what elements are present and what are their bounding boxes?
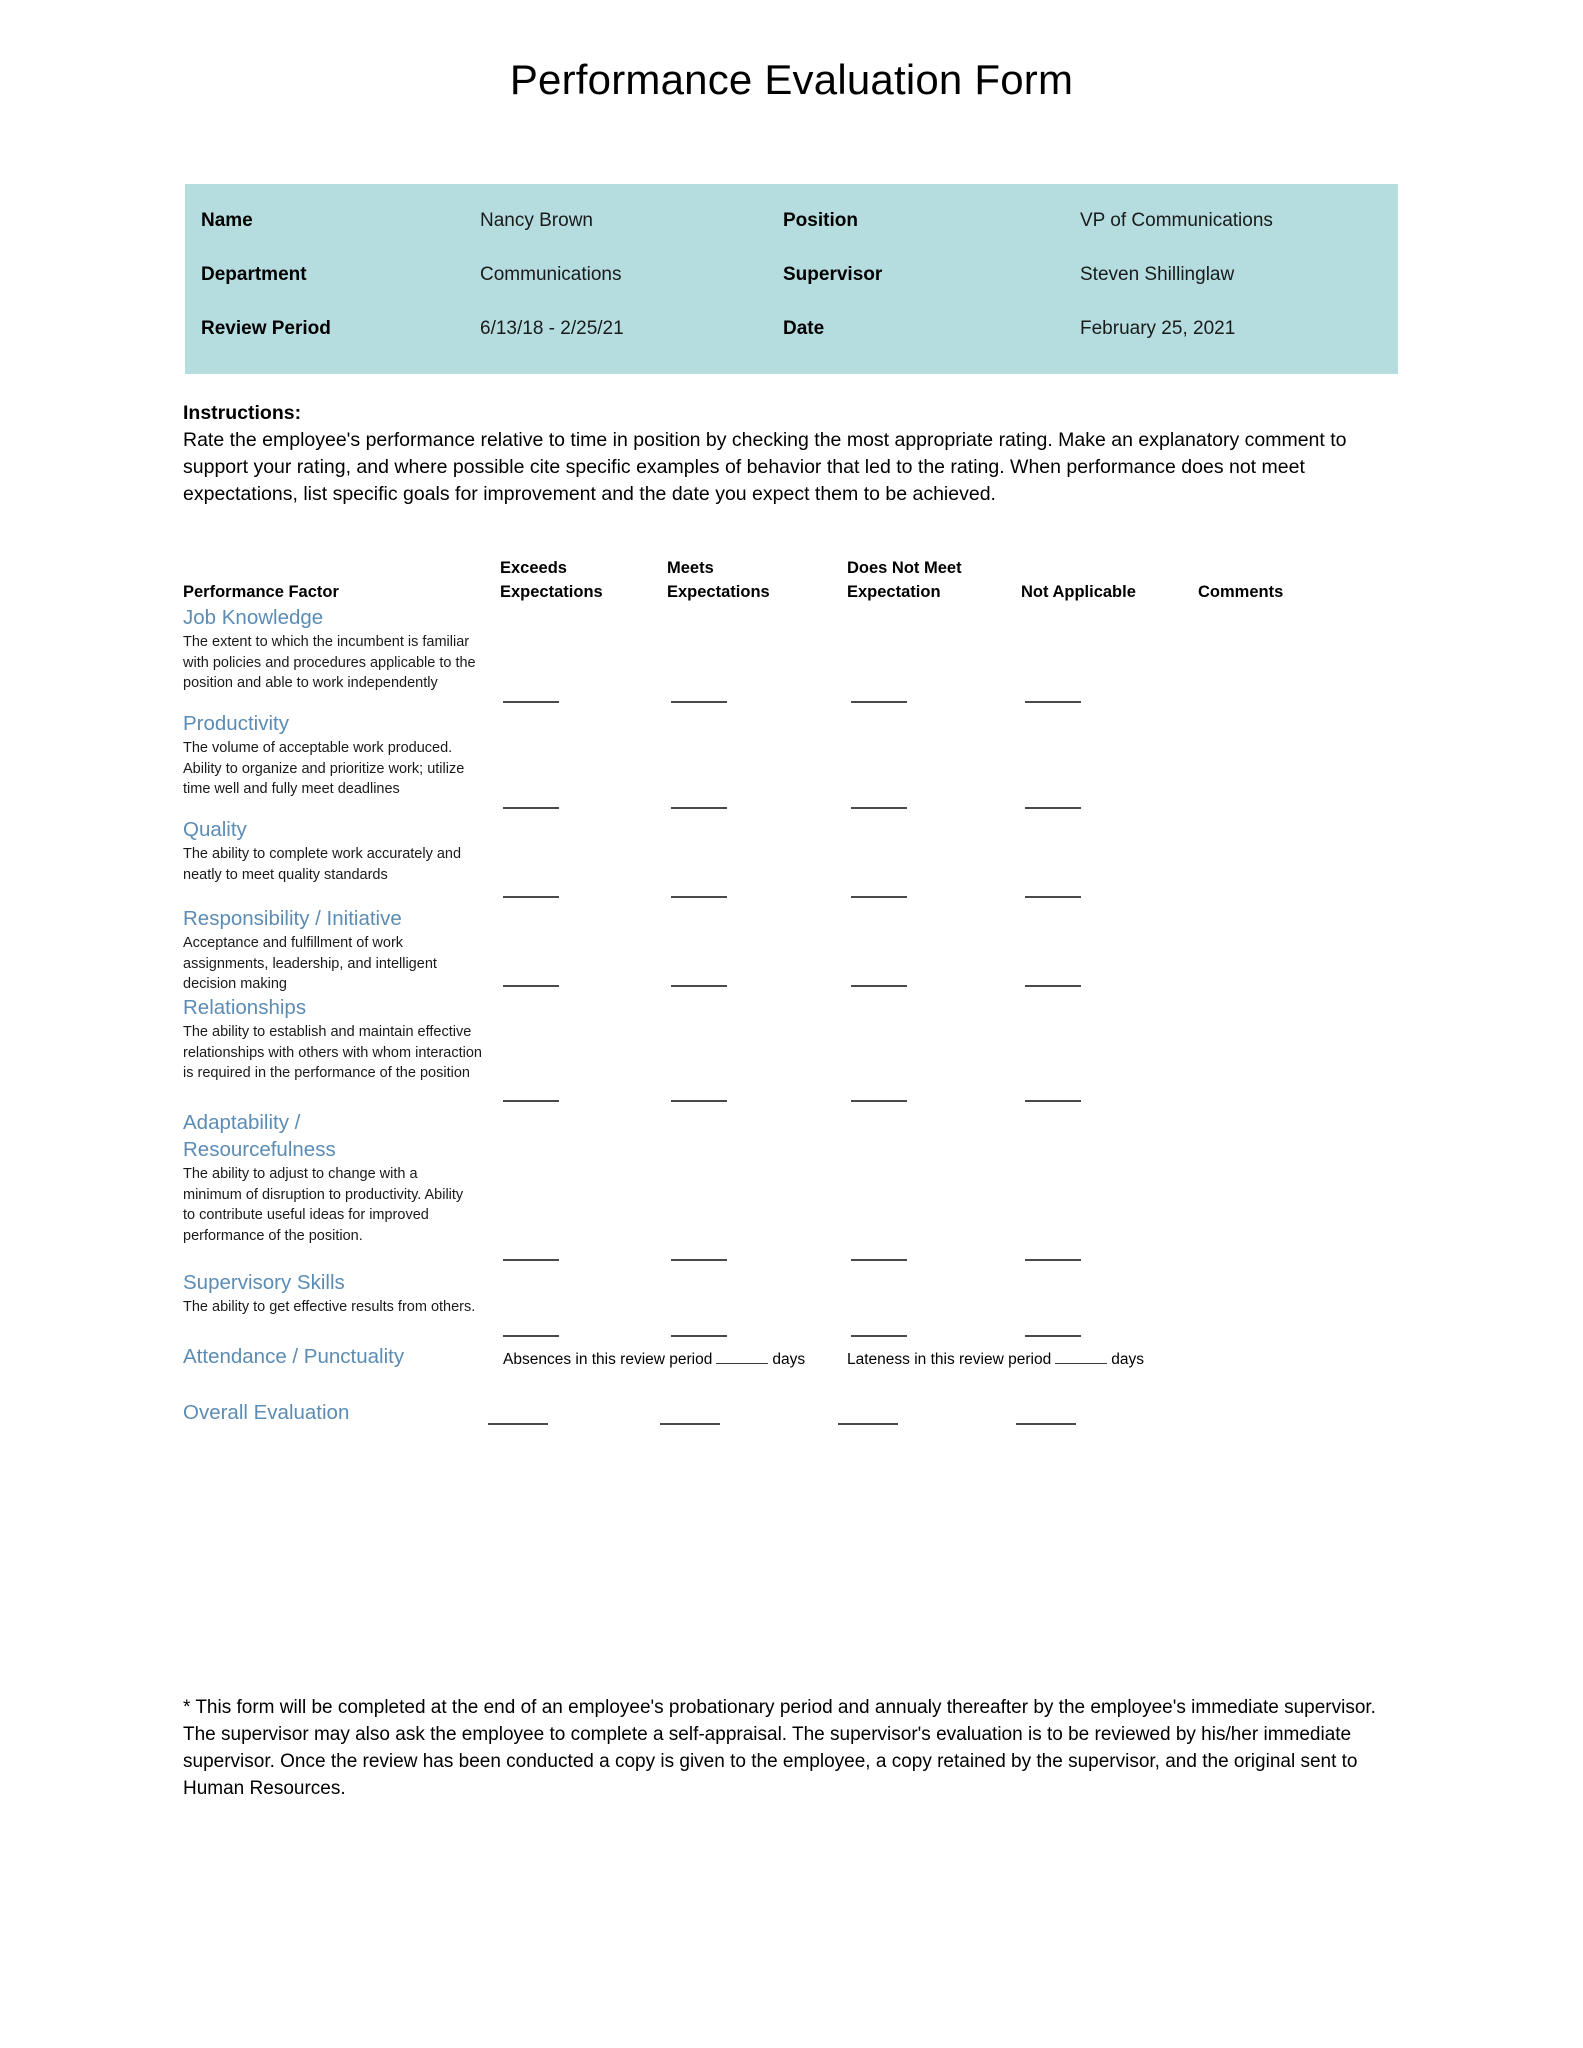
info-label-date: Date (783, 318, 825, 339)
rating-blank-does-not-meet[interactable] (851, 896, 907, 898)
table-row (183, 994, 1403, 1109)
attendance-absences-unit: days (772, 1351, 806, 1368)
column-header-performance-factor: Performance Factor (183, 583, 339, 601)
rating-blank-meets[interactable] (660, 1423, 720, 1425)
rating-blank-does-not-meet[interactable] (851, 1100, 907, 1102)
instructions-section (183, 400, 1398, 508)
info-value-position: VP of Communications (1080, 210, 1273, 231)
rating-blank-does-not-meet[interactable] (851, 807, 907, 809)
rating-blank-does-not-meet[interactable] (851, 701, 907, 703)
attendance-absences-field (503, 1349, 805, 1371)
rating-blank-exceeds[interactable] (503, 1335, 559, 1337)
factor-title: Productivity (183, 712, 289, 735)
factor-cell-responsibility-initiative (183, 905, 483, 995)
factor-title: Quality (183, 818, 247, 841)
factor-description: The ability to complete work accurately and neatly to meet quality standards (183, 846, 462, 883)
rating-blank-not-applicable[interactable] (1016, 1423, 1076, 1425)
factor-title: Supervisory Skills (183, 1271, 345, 1294)
info-value-name: Nancy Brown (480, 210, 593, 231)
table-row (183, 905, 1403, 994)
factor-title: Job Knowledge (183, 606, 324, 629)
info-value-supervisor: Steven Shillinglaw (1080, 264, 1235, 285)
rating-blank-not-applicable[interactable] (1025, 1259, 1081, 1261)
factor-description: The ability to establish and maintain effective relationships with others with whom interaction is required in the performance of the position (183, 1024, 482, 1081)
factor-title: Overall Evaluation (183, 1401, 350, 1424)
factor-title: Relationships (183, 996, 307, 1019)
ratings-table (183, 552, 1403, 1459)
info-row-review-period (185, 317, 1398, 371)
column-header-exceeds-line2: Expectations (500, 583, 603, 601)
column-header-not-applicable: Not Applicable (1021, 583, 1136, 601)
rating-blank-meets[interactable] (671, 1259, 727, 1261)
factor-cell-relationships (183, 994, 483, 1084)
factor-cell-overall-evaluation (183, 1399, 483, 1426)
attendance-lateness-unit: days (1111, 1351, 1144, 1368)
factor-description: The extent to which the incumbent is familiar with policies and procedures applicable to the position and able to work independently (183, 634, 476, 691)
info-label-name: Name (201, 210, 253, 231)
attendance-lateness-label: Lateness in this review period (847, 1351, 1052, 1368)
rating-blank-meets[interactable] (671, 1100, 727, 1102)
info-label-department: Department (201, 264, 307, 285)
column-header-does-not-meet-expectation (847, 556, 962, 604)
attendance-absences-input[interactable] (716, 1350, 768, 1364)
rating-blank-meets[interactable] (671, 985, 727, 987)
info-label-supervisor: Supervisor (783, 264, 883, 285)
table-row (183, 710, 1403, 816)
factor-cell-attendance-punctuality (183, 1343, 483, 1370)
column-header-exceeds-expectations (500, 556, 603, 604)
rating-blank-does-not-meet[interactable] (838, 1423, 898, 1425)
column-header-meets-expectations (667, 556, 770, 604)
factor-title: Attendance / Punctuality (183, 1345, 405, 1368)
attendance-lateness-field (847, 1349, 1144, 1371)
rating-blank-meets[interactable] (671, 807, 727, 809)
info-row-name (185, 209, 1398, 263)
rating-blank-exceeds[interactable] (503, 807, 559, 809)
factor-description: Acceptance and fulfillment of work assignments, leadership, and intelligent decision making (183, 935, 437, 992)
rating-blank-not-applicable[interactable] (1025, 896, 1081, 898)
rating-blank-does-not-meet[interactable] (851, 1335, 907, 1337)
factor-description: The volume of acceptable work produced. Ability to organize and prioritize work; utilize time well and fully meet deadlines (183, 740, 465, 797)
factor-cell-quality (183, 816, 483, 885)
factor-cell-supervisory-skills (183, 1269, 483, 1318)
rating-blank-not-applicable[interactable] (1025, 1100, 1081, 1102)
table-row (183, 1343, 1403, 1399)
table-row (183, 1269, 1403, 1343)
info-label-review-period: Review Period (201, 318, 331, 339)
column-header-exceeds-line1: Exceeds (500, 559, 567, 577)
rating-blank-not-applicable[interactable] (1025, 1335, 1081, 1337)
info-row-department (185, 263, 1398, 317)
info-label-position: Position (783, 210, 858, 231)
column-header-meets-line2: Expectations (667, 583, 770, 601)
factor-description: The ability to get effective results from others. (183, 1299, 476, 1315)
info-value-department: Communications (480, 264, 622, 285)
column-header-meets-line1: Meets (667, 559, 714, 577)
rating-blank-not-applicable[interactable] (1025, 985, 1081, 987)
rating-blank-meets[interactable] (671, 896, 727, 898)
rating-blank-not-applicable[interactable] (1025, 701, 1081, 703)
attendance-lateness-input[interactable] (1055, 1350, 1107, 1364)
factor-cell-productivity (183, 710, 483, 800)
info-value-review-period: 6/13/18 - 2/25/21 (480, 318, 624, 339)
page-title: Performance Evaluation Form (509, 56, 1074, 103)
instructions-heading: Instructions: (183, 402, 302, 424)
rating-blank-exceeds[interactable] (503, 701, 559, 703)
instructions-body: Rate the employee's performance relative to time in position by checking the most appropriate rating. Make an explanatory comment to support your rating, and where possible cite specific examples of behavior that led to the rating. When performance does not meet expectations, list specific goals for improvement and the date you expect them to be achieved. (183, 429, 1347, 505)
rating-blank-not-applicable[interactable] (1025, 807, 1081, 809)
factor-title: Responsibility / Initiative (183, 907, 402, 930)
table-body (183, 604, 1403, 1459)
table-row (183, 604, 1403, 710)
factor-cell-adaptability-resourcefulness (183, 1109, 473, 1246)
factor-title: Adaptability / Resourcefulness (183, 1111, 336, 1161)
column-header-dnm-line1: Does Not Meet (847, 559, 962, 577)
rating-blank-meets[interactable] (671, 1335, 727, 1337)
rating-blank-exceeds[interactable] (503, 1100, 559, 1102)
table-row (183, 1399, 1403, 1459)
attendance-absences-label: Absences in this review period (503, 1351, 713, 1368)
factor-cell-job-knowledge (183, 604, 483, 694)
rating-blank-does-not-meet[interactable] (851, 1259, 907, 1261)
footer-note: * This form will be completed at the end of an employee's probationary period and annualy thereafter by the employee's immediate supervisor. The supervisor may also ask the employee to complete a self-appraisal. The supervisor's evaluation is to be reviewed by his/her immediate supervisor. Once the review has been conducted a copy is given to the employee, a copy retained by the supervisor, and the original sent to Human Resources. (183, 1697, 1376, 1799)
rating-blank-exceeds[interactable] (488, 1423, 548, 1425)
info-value-date: February 25, 2021 (1080, 318, 1236, 339)
rating-blank-exceeds[interactable] (503, 1259, 559, 1261)
table-header-row (183, 552, 1403, 604)
column-header-comments: Comments (1198, 583, 1284, 601)
rating-blank-exceeds[interactable] (503, 896, 559, 898)
table-row (183, 1109, 1403, 1269)
rating-blank-exceeds[interactable] (503, 985, 559, 987)
rating-blanks-overall-evaluation (183, 1423, 1403, 1437)
factor-description: The ability to adjust to change with a minimum of disruption to productivity. Ability to contribute useful ideas for improved performance of the position. (183, 1166, 464, 1244)
employee-info-band (185, 184, 1398, 374)
table-row (183, 816, 1403, 905)
column-header-dnm-line2: Expectation (847, 583, 941, 601)
rating-blank-meets[interactable] (671, 701, 727, 703)
rating-blank-does-not-meet[interactable] (851, 985, 907, 987)
